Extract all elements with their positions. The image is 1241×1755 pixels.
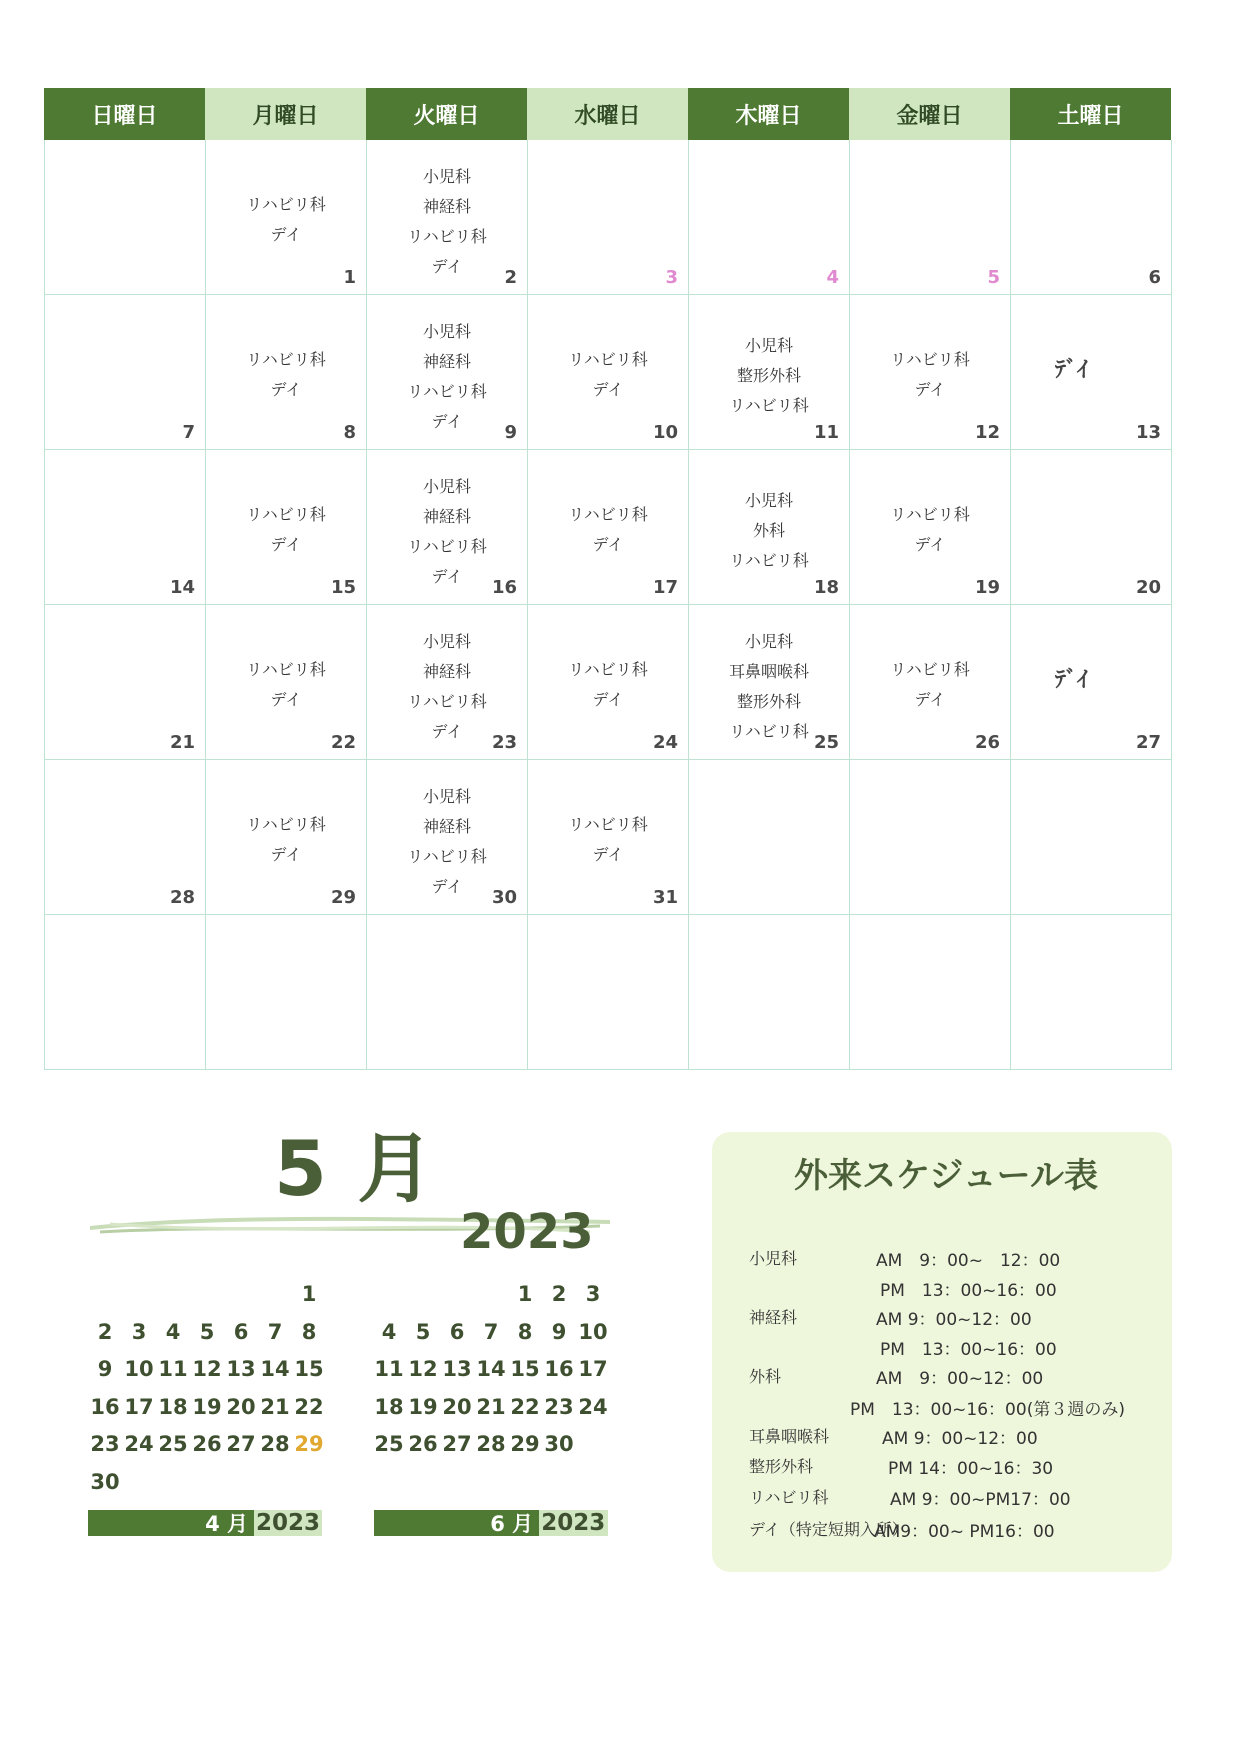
- department-list: [850, 655, 1010, 715]
- department-label: デイ: [431, 877, 463, 896]
- mini-day: 6: [233, 1319, 249, 1344]
- outpatient-schedule: [712, 1132, 1172, 1572]
- day-number: 20: [1135, 577, 1161, 598]
- mini-day: 30: [90, 1469, 120, 1494]
- mini-day: 20: [226, 1394, 256, 1419]
- department-list: [206, 190, 366, 250]
- department-list: [206, 500, 366, 560]
- weekday-header-cell: 火曜日: [366, 88, 527, 140]
- month-calendar: [44, 88, 1172, 1070]
- schedule-department: 神経科: [749, 1308, 798, 1327]
- department-label: デイ: [914, 535, 946, 554]
- mini-day: [122, 1276, 156, 1314]
- calendar-day-cell: [689, 450, 850, 605]
- department-label: デイ: [914, 380, 946, 399]
- mini-day: 27: [442, 1432, 472, 1456]
- weekday-header-cell: 木曜日: [688, 88, 849, 140]
- calendar-day-cell: [45, 915, 206, 1070]
- calendar-day-cell: [689, 605, 850, 760]
- department-label: デイ: [270, 845, 302, 864]
- department-list: [850, 345, 1010, 405]
- mini-day: 12: [192, 1357, 222, 1381]
- department-label: リハビリ科: [246, 815, 326, 834]
- department-label: 神経科: [422, 662, 471, 681]
- day-number: 15: [330, 577, 356, 598]
- department-list: [689, 331, 849, 421]
- department-label: リハビリ科: [568, 815, 648, 834]
- department-label: 外科: [752, 521, 785, 540]
- calendar-day-cell: [45, 605, 206, 760]
- schedule-time: PM 14：00~16：30: [888, 1459, 1054, 1479]
- calendar-day-cell: [45, 140, 206, 295]
- mini-day: [88, 1276, 122, 1314]
- mini-calendar-june-footer: [374, 1510, 608, 1536]
- department-label: デイ: [431, 722, 463, 741]
- department-list: [528, 500, 688, 560]
- mini-day: [406, 1276, 440, 1314]
- page-title-month: 5 月: [274, 1124, 436, 1213]
- department-label: 耳鼻咽喉科: [728, 662, 809, 681]
- weekday-header-cell: 日曜日: [44, 88, 205, 140]
- calendar-grid: [44, 140, 1172, 1070]
- mini-day: 27: [226, 1432, 256, 1456]
- department-label: 神経科: [422, 197, 471, 216]
- mini-day: 14: [476, 1357, 506, 1381]
- department-label: デイ: [592, 535, 624, 554]
- department-list: [206, 810, 366, 870]
- mini-day: 22: [294, 1394, 324, 1419]
- schedule-department: 外科: [749, 1367, 782, 1386]
- mini-day: 15: [294, 1357, 324, 1381]
- page-title-year: 2023: [460, 1204, 594, 1260]
- schedule-department: 耳鼻咽喉科: [749, 1427, 830, 1446]
- department-label: リハビリ科: [890, 350, 970, 369]
- mini-day: [190, 1276, 224, 1314]
- department-label: リハビリ科: [246, 350, 326, 369]
- calendar-day-cell: [689, 140, 850, 295]
- mini-day: 18: [374, 1394, 404, 1419]
- department-label: デイ: [270, 690, 302, 709]
- mini-day: 4: [165, 1319, 181, 1344]
- department-list: [367, 317, 527, 437]
- day-number: 13: [1135, 422, 1161, 443]
- day-number: 29: [330, 887, 356, 908]
- department-list: [367, 472, 527, 592]
- day-number: 9: [504, 422, 517, 443]
- department-list: [689, 627, 849, 747]
- calendar-day-cell: [689, 915, 850, 1070]
- department-label: リハビリ科: [246, 195, 326, 214]
- calendar-day-cell: [367, 760, 528, 915]
- calendar-day-cell: [850, 760, 1011, 915]
- mini-calendar-june: [372, 1276, 612, 1464]
- mini-day: 5: [415, 1319, 431, 1344]
- day-number: 22: [330, 732, 356, 753]
- mini-day: 17: [578, 1357, 608, 1381]
- calendar-day-cell: [689, 760, 850, 915]
- department-list: [850, 500, 1010, 560]
- calendar-day-cell: [45, 295, 206, 450]
- calendar-day-cell: [689, 295, 850, 450]
- day-number: 23: [491, 732, 517, 753]
- mini-day: 8: [301, 1319, 317, 1344]
- calendar-day-cell: [850, 915, 1011, 1070]
- mini-day: 14: [260, 1357, 290, 1381]
- schedule-time: AM 9：00~ 12：00: [876, 1251, 1061, 1271]
- schedule-department: デイ（特定短期入所）: [749, 1520, 908, 1539]
- calendar-day-cell: [528, 450, 689, 605]
- mini-day: 10: [124, 1357, 154, 1381]
- calendar-day-cell: [206, 760, 367, 915]
- weekday-header-cell: 土曜日: [1010, 88, 1171, 140]
- mini-day: 13: [442, 1357, 472, 1381]
- department-label: 小児科: [422, 787, 471, 806]
- department-label: 整形外科: [736, 366, 801, 385]
- department-label: リハビリ科: [568, 660, 648, 679]
- mini-day: 22: [510, 1394, 540, 1419]
- mini-day: 23: [90, 1432, 120, 1456]
- day-service-label: ﾃﾞｲ: [1055, 358, 1089, 383]
- calendar-day-cell: [1011, 760, 1172, 915]
- department-label: デイ: [270, 225, 302, 244]
- day-number: 11: [813, 422, 839, 443]
- department-label: デイ: [592, 690, 624, 709]
- department-label: デイ: [270, 535, 302, 554]
- department-label: 神経科: [422, 817, 471, 836]
- calendar-day-cell: [850, 450, 1011, 605]
- day-number: 2: [504, 267, 517, 288]
- calendar-day-cell: [206, 915, 367, 1070]
- day-number: 24: [652, 732, 678, 753]
- day-service-label: ﾃﾞｲ: [1055, 668, 1089, 693]
- mini-day: [258, 1276, 292, 1314]
- department-label: リハビリ科: [246, 505, 326, 524]
- department-label: 小児科: [422, 322, 471, 341]
- day-number: 27: [1135, 732, 1161, 753]
- mini-day: 4: [381, 1319, 397, 1344]
- calendar-day-cell: [528, 760, 689, 915]
- schedule-time: PM 13：00~16：00(第３週のみ): [850, 1400, 1125, 1420]
- department-label: リハビリ科: [729, 551, 809, 570]
- mini-day: 26: [408, 1432, 438, 1456]
- department-label: リハビリ科: [246, 660, 326, 679]
- department-label: リハビリ科: [568, 350, 648, 369]
- department-list: [367, 627, 527, 747]
- day-number: 1: [343, 267, 356, 288]
- mini-day: 11: [158, 1357, 188, 1381]
- mini-day: 1: [301, 1282, 317, 1306]
- schedule-department: 小児科: [749, 1249, 798, 1268]
- department-label: リハビリ科: [407, 537, 487, 556]
- calendar-day-cell: [1011, 915, 1172, 1070]
- department-label: リハビリ科: [407, 227, 487, 246]
- department-label: デイ: [270, 380, 302, 399]
- weekday-header-cell: 月曜日: [205, 88, 366, 140]
- department-label: デイ: [431, 257, 463, 276]
- day-number: 17: [652, 577, 678, 598]
- day-number: 5: [987, 267, 1000, 288]
- mini-year-label: 2023: [256, 1510, 321, 1536]
- department-label: 整形外科: [736, 692, 801, 711]
- day-number: 21: [169, 732, 195, 753]
- department-list: [528, 810, 688, 870]
- mini-day: 24: [578, 1394, 608, 1419]
- calendar-day-cell: [45, 760, 206, 915]
- calendar-day-cell: [45, 450, 206, 605]
- department-label: デイ: [431, 412, 463, 431]
- calendar-day-cell: [528, 140, 689, 295]
- mini-day: [372, 1276, 406, 1314]
- mini-day: 6: [449, 1319, 465, 1344]
- mini-day: 24: [124, 1432, 154, 1456]
- calendar-day-cell: [528, 915, 689, 1070]
- department-label: 小児科: [422, 477, 471, 496]
- day-number: 26: [974, 732, 1000, 753]
- mini-day: 2: [551, 1282, 567, 1306]
- calendar-day-cell: [1011, 140, 1172, 295]
- mini-day: 13: [226, 1357, 256, 1381]
- calendar-day-cell: [1011, 450, 1172, 605]
- department-label: リハビリ科: [890, 660, 970, 679]
- schedule-time: PM 13：00~16：00: [880, 1340, 1057, 1360]
- mini-day: 23: [544, 1394, 574, 1419]
- mini-calendar-april-footer: [88, 1510, 322, 1536]
- day-number: 12: [974, 422, 1000, 443]
- mini-day: 19: [192, 1394, 222, 1419]
- department-label: 小児科: [744, 336, 793, 355]
- mini-day: 3: [585, 1282, 601, 1306]
- schedule-time: AM 9：00~12：00: [876, 1369, 1044, 1389]
- mini-day: 9: [551, 1319, 567, 1344]
- mini-day: 8: [517, 1319, 533, 1344]
- mini-day: 7: [267, 1319, 283, 1344]
- mini-day: 26: [192, 1432, 222, 1456]
- mini-day: 1: [517, 1282, 533, 1306]
- weekday-header-cell: 金曜日: [849, 88, 1010, 140]
- mini-day: 29: [294, 1432, 324, 1456]
- day-number: 3: [665, 267, 678, 288]
- day-number: 18: [813, 577, 839, 598]
- schedule-department: リハビリ科: [749, 1488, 829, 1507]
- day-number: 31: [652, 887, 678, 908]
- department-label: 神経科: [422, 507, 471, 526]
- calendar-day-cell: [367, 915, 528, 1070]
- calendar-day-cell: [528, 605, 689, 760]
- day-number: 7: [182, 422, 195, 443]
- department-list: [689, 486, 849, 576]
- calendar-day-cell: [367, 140, 528, 295]
- department-label: デイ: [592, 845, 624, 864]
- weekday-header-cell: 水曜日: [527, 88, 688, 140]
- schedule-time: AM9：00~ PM16：00: [874, 1522, 1055, 1542]
- day-number: 25: [813, 732, 839, 753]
- mini-day: 18: [158, 1394, 188, 1419]
- day-number: 4: [826, 267, 839, 288]
- calendar-day-cell: [367, 605, 528, 760]
- day-number: 6: [1148, 267, 1161, 288]
- mini-year-label: 2023: [539, 1510, 608, 1536]
- mini-day: 5: [199, 1319, 215, 1344]
- calendar-day-cell: [206, 605, 367, 760]
- department-label: デイ: [914, 690, 946, 709]
- department-label: リハビリ科: [568, 505, 648, 524]
- day-number: 10: [652, 422, 678, 443]
- schedule-time: PM 13：00~16：00: [880, 1281, 1057, 1301]
- mini-day: 28: [476, 1432, 506, 1456]
- day-number: 16: [491, 577, 517, 598]
- mini-day: 21: [260, 1394, 290, 1419]
- mini-day: [224, 1276, 258, 1314]
- mini-day: 21: [476, 1394, 506, 1419]
- mini-day: 17: [124, 1394, 154, 1419]
- department-list: [528, 345, 688, 405]
- mini-day: 29: [510, 1432, 540, 1456]
- calendar-day-cell: [1011, 295, 1172, 450]
- day-number: 28: [169, 887, 195, 908]
- day-number: 30: [491, 887, 517, 908]
- department-list: [367, 782, 527, 902]
- department-label: リハビリ科: [729, 396, 809, 415]
- mini-day: 10: [578, 1319, 608, 1344]
- calendar-day-cell: [850, 605, 1011, 760]
- department-label: 小児科: [744, 632, 793, 651]
- mini-day: [474, 1276, 508, 1314]
- mini-day: 30: [544, 1432, 574, 1456]
- calendar-day-cell: [850, 140, 1011, 295]
- department-label: リハビリ科: [407, 382, 487, 401]
- mini-day: 15: [510, 1357, 540, 1381]
- department-label: 小児科: [744, 491, 793, 510]
- calendar-day-cell: [1011, 605, 1172, 760]
- schedule-time: AM 9：00~12：00: [876, 1310, 1032, 1330]
- department-label: リハビリ科: [890, 505, 970, 524]
- mini-day: 19: [408, 1394, 438, 1419]
- day-number: 19: [974, 577, 1000, 598]
- mini-day: 20: [442, 1394, 472, 1419]
- department-label: リハビリ科: [407, 692, 487, 711]
- day-number: 14: [169, 577, 195, 598]
- weekday-header: [44, 88, 1172, 140]
- department-list: [206, 345, 366, 405]
- department-label: リハビリ科: [407, 847, 487, 866]
- mini-day: 16: [544, 1357, 574, 1381]
- calendar-day-cell: [206, 140, 367, 295]
- mini-month-label: 6 月: [374, 1510, 539, 1536]
- mini-day: 11: [374, 1357, 404, 1381]
- mini-calendar-april: [88, 1276, 328, 1501]
- mini-day: 7: [483, 1319, 499, 1344]
- mini-day: 2: [97, 1319, 113, 1344]
- calendar-day-cell: [206, 295, 367, 450]
- schedule-time: AM 9：00~12：00: [882, 1429, 1038, 1449]
- mini-day: [440, 1276, 474, 1314]
- schedule-time: AM 9：00~PM17：00: [890, 1490, 1071, 1510]
- mini-day: 12: [408, 1357, 438, 1381]
- mini-day: 25: [374, 1432, 404, 1456]
- department-list: [367, 162, 527, 282]
- day-number: 8: [343, 422, 356, 443]
- department-label: 小児科: [422, 632, 471, 651]
- schedule-title: 外来スケジュール表: [794, 1156, 1098, 1196]
- mini-month-label: 4 月: [88, 1510, 254, 1536]
- calendar-day-cell: [850, 295, 1011, 450]
- department-label: 神経科: [422, 352, 471, 371]
- department-label: デイ: [431, 567, 463, 586]
- department-label: リハビリ科: [729, 722, 809, 741]
- schedule-department: 整形外科: [749, 1457, 814, 1476]
- department-label: デイ: [592, 380, 624, 399]
- calendar-day-cell: [206, 450, 367, 605]
- mini-day: 3: [131, 1319, 147, 1344]
- mini-day: 9: [97, 1357, 113, 1381]
- department-label: 小児科: [422, 167, 471, 186]
- calendar-day-cell: [528, 295, 689, 450]
- calendar-day-cell: [367, 295, 528, 450]
- mini-day: 28: [260, 1432, 290, 1456]
- mini-day: 16: [90, 1394, 120, 1419]
- mini-day: 25: [158, 1432, 188, 1456]
- calendar-day-cell: [367, 450, 528, 605]
- department-list: [206, 655, 366, 715]
- mini-day: [156, 1276, 190, 1314]
- department-list: [528, 655, 688, 715]
